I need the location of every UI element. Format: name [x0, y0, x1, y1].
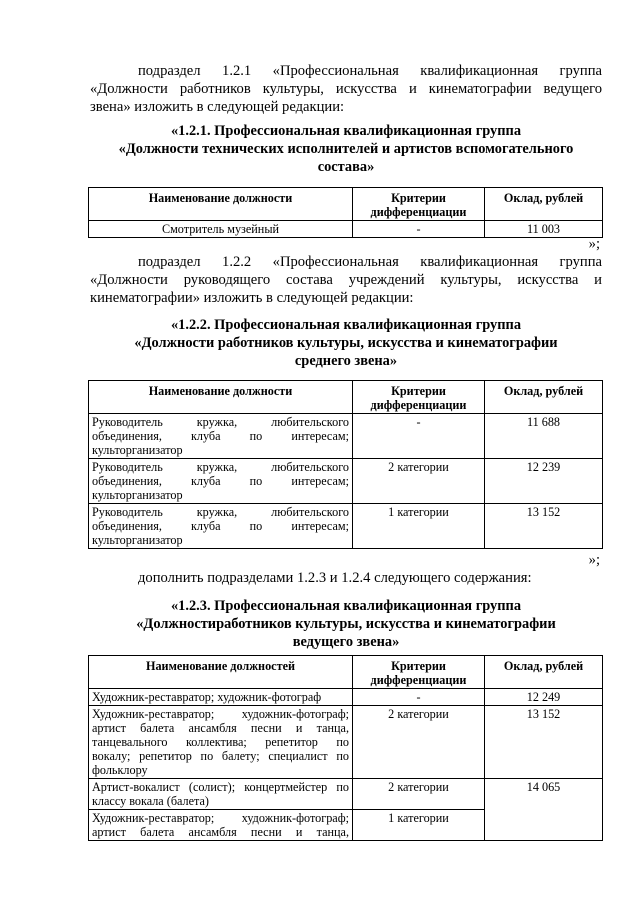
table-row [89, 504, 603, 549]
column-header-criteria: Критерии дифференциации [353, 188, 485, 221]
table-row [89, 706, 603, 779]
heading-line: «Должностиработников культуры, искусства и кинематографии [136, 616, 556, 632]
cell-salary: 12 239 [485, 459, 603, 504]
cell-criteria: 1 категории [353, 810, 485, 841]
table-header-row [89, 381, 603, 414]
cell-salary: 14 065 [485, 779, 603, 841]
quote-close: »; [588, 236, 600, 252]
heading-line: «1.2.3. Профессиональная квалификационная группа [170, 598, 522, 614]
cell-salary: 13 152 [485, 504, 603, 549]
cell-salary: 11 688 [485, 414, 603, 459]
table-row [89, 414, 603, 459]
cell-position [89, 414, 353, 459]
cell-line: классу вокала (балета) [92, 794, 209, 808]
column-header-criteria: Критерии дифференциации [353, 656, 485, 689]
table-row [89, 689, 603, 706]
column-header-salary: Оклад, рублей [485, 381, 603, 414]
paragraph-2-line: кинематографии» изложить в следующей редакции: [90, 290, 414, 306]
cell-criteria: - [353, 221, 485, 238]
section-heading-1-2-2 [90, 316, 602, 370]
cell-salary: 13 152 [485, 706, 603, 779]
cell-line: артист балета ансамбля песни и танца, [92, 721, 349, 735]
cell-line: объединения, клуба по интересам; [92, 474, 349, 488]
cell-line: Художник-реставратор; художник-фотограф; [92, 811, 349, 825]
paragraph-1 [90, 62, 602, 116]
cell-line: артист балета ансамбля песни и танца, [92, 825, 349, 839]
column-header-criteria: Критерии дифференциации [353, 381, 485, 414]
table-header-row [89, 656, 603, 689]
paragraph-2-line: «Должности руководящего состава учреждений культуры, искусства и [90, 272, 602, 288]
cell-line: Художник-реставратор; художник-фотограф; [92, 707, 349, 721]
paragraph-3: дополнить подразделами 1.2.3 и 1.2.4 следующего содержания: [138, 570, 532, 586]
table-1-2-1 [88, 187, 603, 238]
column-header-salary: Оклад, рублей [485, 188, 603, 221]
cell-criteria: 2 категории [353, 779, 485, 810]
heading-line: среднего звена» [294, 353, 398, 369]
cell-position: Художник-реставратор; художник-фотограф [89, 689, 353, 706]
table-row [89, 459, 603, 504]
cell-position [89, 779, 353, 810]
table-header-row [89, 188, 603, 221]
cell-line: культорганизатор [92, 533, 183, 547]
cell-position [89, 459, 353, 504]
cell-line: культорганизатор [92, 488, 183, 502]
cell-criteria: - [353, 689, 485, 706]
table-row [89, 221, 603, 238]
table-1-2-2 [88, 380, 603, 549]
column-header-position: Наименование должности [89, 188, 353, 221]
cell-position [89, 810, 353, 841]
heading-line: «Должности работников культуры, искусства и кинематографии [134, 335, 558, 351]
cell-salary: 11 003 [485, 221, 603, 238]
cell-position [89, 706, 353, 779]
section-heading-1-2-1 [90, 122, 602, 176]
quote-close: »; [588, 552, 600, 568]
paragraph-2-line: подраздел 1.2.2 «Профессиональная квалификационная группа [138, 254, 602, 270]
cell-line: объединения, клуба по интересам; [92, 519, 349, 533]
paragraph-2 [90, 253, 602, 307]
cell-line: танцевального коллектива; репетитор по [92, 735, 349, 749]
paragraph-1-line: «Должности работников культуры, искусства и кинематографии ведущего [90, 81, 602, 97]
cell-line: Руководитель кружка, любительского [92, 505, 349, 519]
cell-line: Руководитель кружка, любительского [92, 415, 349, 429]
cell-criteria: 2 категории [353, 459, 485, 504]
cell-line: вокалу; репетитор по балету; специалист по [92, 749, 349, 763]
cell-criteria: - [353, 414, 485, 459]
heading-line: ведущего звена» [292, 634, 400, 650]
heading-line: состава» [317, 159, 375, 175]
cell-position [89, 504, 353, 549]
cell-line: Руководитель кружка, любительского [92, 460, 349, 474]
heading-line: «1.2.2. Профессиональная квалификационная группа [170, 317, 522, 333]
table-1-2-3 [88, 655, 603, 841]
cell-position: Смотритель музейный [89, 221, 353, 238]
cell-line: объединения, клуба по интересам; [92, 429, 349, 443]
table-row [89, 779, 603, 810]
heading-line: «1.2.1. Профессиональная квалификационная группа [170, 123, 522, 139]
heading-line: «Должности технических исполнителей и артистов вспомогательного [118, 141, 574, 157]
cell-criteria: 1 категории [353, 504, 485, 549]
column-header-position: Наименование должности [89, 381, 353, 414]
column-header-position: Наименование должностей [89, 656, 353, 689]
section-heading-1-2-3 [90, 597, 602, 651]
paragraph-1-line: звена» изложить в следующей редакции: [90, 99, 345, 115]
cell-line: Артист-вокалист (солист); концертмейстер по [92, 780, 349, 794]
cell-criteria: 2 категории [353, 706, 485, 779]
cell-salary: 12 249 [485, 689, 603, 706]
cell-line: фольклору [92, 763, 148, 777]
paragraph-1-line: подраздел 1.2.1 «Профессиональная квалификационная группа [138, 63, 602, 79]
cell-line: культорганизатор [92, 443, 183, 457]
column-header-salary: Оклад, рублей [485, 656, 603, 689]
